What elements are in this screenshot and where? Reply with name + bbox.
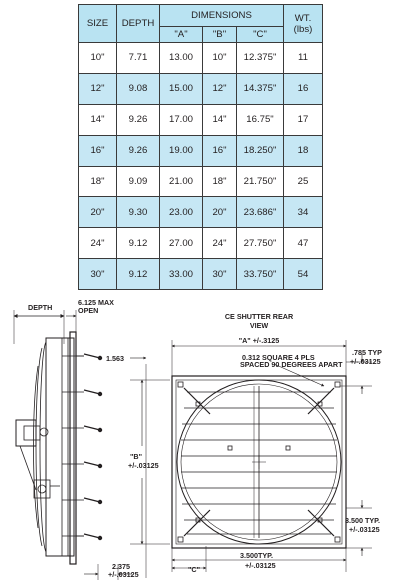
cell-depth: 9.26 — [117, 104, 160, 135]
cell-size: 12" — [79, 73, 117, 104]
cell-depth: 7.71 — [117, 43, 160, 74]
cell-b: 14" — [203, 104, 237, 135]
cell-a: 21.00 — [160, 166, 203, 197]
table-row — [79, 135, 323, 166]
header-size: SIZE — [79, 5, 117, 43]
drawing-labels — [28, 298, 382, 579]
label-title-2: VIEW — [249, 321, 269, 330]
cell-weight: 34 — [284, 197, 323, 228]
label-1563: 1.563 — [106, 354, 124, 363]
cell-size: 24" — [79, 228, 117, 259]
header-weight-line2: (lbs) — [293, 23, 313, 35]
cell-a: 23.00 — [160, 197, 203, 228]
cell-weight: 25 — [284, 166, 323, 197]
cell-c: 16.75" — [237, 104, 284, 135]
label-3500-bottom: 3.500TYP. — [240, 551, 274, 560]
table-row — [79, 43, 323, 74]
table-row — [79, 259, 323, 290]
cell-c: 14.375" — [237, 73, 284, 104]
rear-view — [130, 340, 372, 572]
label-dim-b-tol: +/-.03125 — [128, 461, 159, 470]
cell-a: 19.00 — [160, 135, 203, 166]
label-title-1: CE SHUTTER REAR — [224, 312, 294, 321]
cell-depth: 9.30 — [117, 197, 160, 228]
header-c: "C" — [237, 27, 284, 43]
cell-size: 30" — [79, 259, 117, 290]
cell-weight: 54 — [284, 259, 323, 290]
label-note-1: 0.312 SQUARE 4 PLS — [242, 353, 315, 362]
cell-a: 17.00 — [160, 104, 203, 135]
cell-size: 14" — [79, 104, 117, 135]
table-row — [79, 197, 323, 228]
cell-c: 33.750" — [237, 259, 284, 290]
cell-weight: 18 — [284, 135, 323, 166]
label-3500-right-tol: +/-.03125 — [349, 525, 380, 534]
cell-depth: 9.08 — [117, 73, 160, 104]
table-row — [79, 166, 323, 197]
cell-depth: 9.09 — [117, 166, 160, 197]
cell-b: 10" — [203, 43, 237, 74]
header-depth: DEPTH — [117, 5, 160, 43]
label-785-tol: +/-.03125 — [350, 357, 381, 366]
cell-c: 21.750" — [237, 166, 284, 197]
label-depth: DEPTH — [28, 303, 53, 312]
technical-drawing — [0, 296, 400, 588]
cell-depth: 9.12 — [117, 259, 160, 290]
cell-size: 10" — [79, 43, 117, 74]
cell-weight: 11 — [284, 43, 323, 74]
label-dim-a: "A" +/-.3125 — [238, 336, 280, 345]
cell-b: 24" — [203, 228, 237, 259]
side-view — [14, 310, 146, 580]
header-weight-line1: WT. — [294, 12, 312, 24]
table-row — [79, 228, 323, 259]
cell-a: 15.00 — [160, 73, 203, 104]
label-785: .785 TYP — [352, 348, 382, 357]
cell-b: 18" — [203, 166, 237, 197]
header-weight — [284, 5, 323, 43]
cell-b: 12" — [203, 73, 237, 104]
label-note-2: SPACED 90 DEGREES APART — [240, 360, 343, 369]
label-max-open-2: OPEN — [78, 306, 99, 315]
cell-c: 12.375" — [237, 43, 284, 74]
label-3500-bottom-tol: +/-.03125 — [245, 561, 276, 570]
cell-size: 18" — [79, 166, 117, 197]
cell-a: 27.00 — [160, 228, 203, 259]
cell-c: 23.686" — [237, 197, 284, 228]
cell-b: 20" — [203, 197, 237, 228]
cell-b: 30" — [203, 259, 237, 290]
cell-weight: 17 — [284, 104, 323, 135]
cell-weight: 16 — [284, 73, 323, 104]
cell-c: 18.250" — [237, 135, 284, 166]
table-row — [79, 104, 323, 135]
label-3500-right: 3.500 TYP. — [345, 516, 381, 525]
specifications-table — [78, 4, 323, 290]
header-a: "A" — [160, 27, 203, 43]
table-row — [79, 73, 323, 104]
cell-depth: 9.12 — [117, 228, 160, 259]
cell-a: 33.00 — [160, 259, 203, 290]
label-max-open-1: 6.125 MAX — [78, 298, 114, 307]
label-dim-c: "C" — [188, 565, 201, 574]
cell-depth: 9.26 — [117, 135, 160, 166]
cell-b: 16" — [203, 135, 237, 166]
cell-c: 27.750" — [237, 228, 284, 259]
header-dimensions: DIMENSIONS — [160, 5, 284, 27]
cell-size: 20" — [79, 197, 117, 228]
label-2375: 2.375 — [112, 562, 130, 571]
cell-size: 16" — [79, 135, 117, 166]
header-b: "B" — [203, 27, 237, 43]
label-2375-tol: +/-.03125 — [108, 570, 139, 579]
label-dim-b: "B" — [130, 452, 143, 461]
cell-a: 13.00 — [160, 43, 203, 74]
cell-weight: 47 — [284, 228, 323, 259]
